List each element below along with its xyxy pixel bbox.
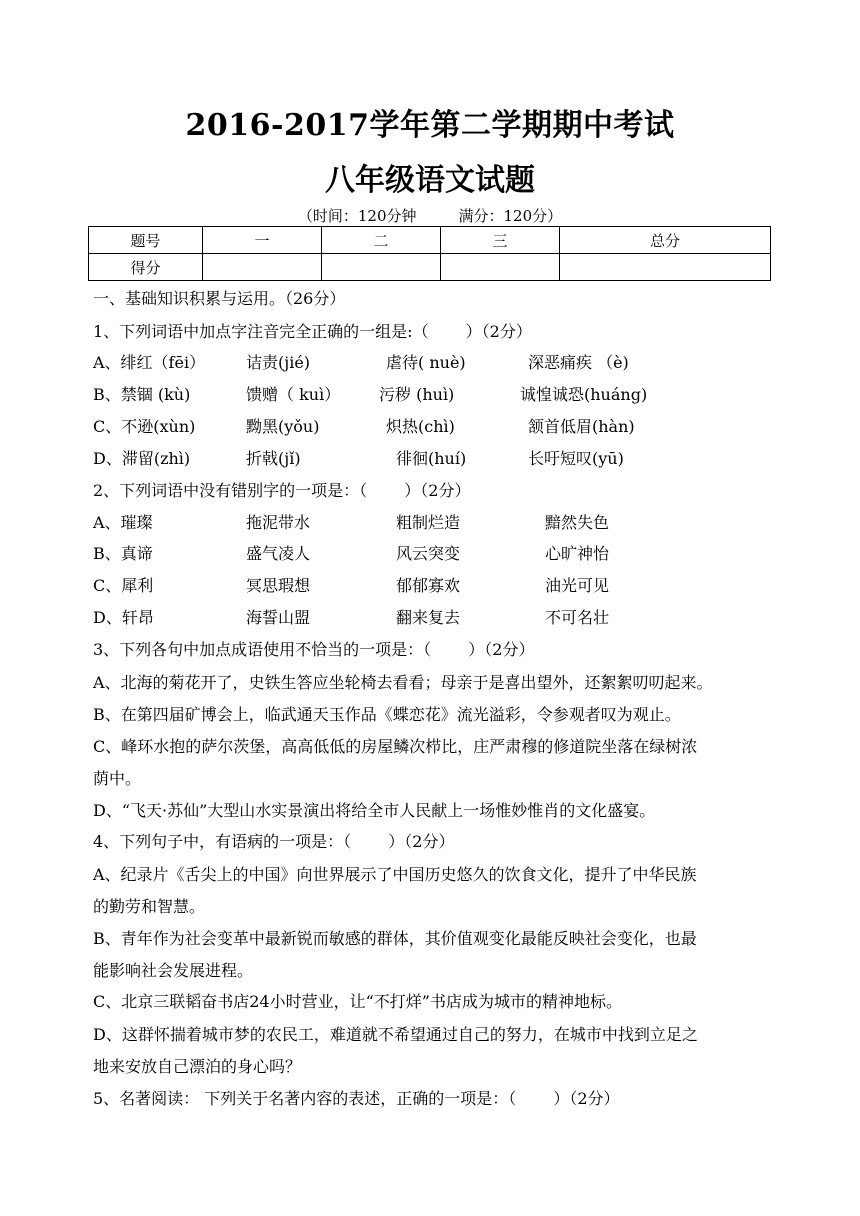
full-score: 满分：120分） <box>458 207 563 225</box>
option-row <box>93 542 783 566</box>
question-option: C、峰环水抱的萨尔茨堡，高高低低的房屋鳞次栉比，庄严肃穆的修道院坐落在绿树浓 <box>93 737 698 756</box>
exam-info <box>0 205 860 226</box>
option-item: 海誓山盟 <box>246 608 311 627</box>
score-cell <box>203 254 322 281</box>
option-item: 粗制烂造 <box>396 513 461 532</box>
score-table <box>88 226 771 281</box>
option-item: 拖泥带水 <box>246 513 311 532</box>
question-option: D、这群怀揣着城市梦的农民工，难道就不希望通过自己的努力，在城市中找到立足之 <box>93 1025 698 1044</box>
score-cell <box>322 254 441 281</box>
option-row <box>93 383 783 407</box>
score-cell: 一 <box>203 227 322 254</box>
option-row <box>93 606 783 630</box>
option-row <box>93 574 783 598</box>
score-cell <box>441 254 560 281</box>
option-item: 污秽 (huì) <box>379 385 455 404</box>
option-item: D、轩昂 <box>93 608 154 627</box>
option-item: 黯然失色 <box>545 513 610 532</box>
question-stem: 4、下列句子中，有语病的一项是：（ ）（2分） <box>93 832 455 851</box>
question-option-continued: 地来安放自己漂泊的身心吗？ <box>93 1057 302 1076</box>
exam-subtitle: 八年级语文试题 <box>325 163 535 198</box>
option-item: 诚惶诚恐(huáng) <box>520 385 648 404</box>
score-cell <box>560 254 771 281</box>
option-row <box>93 415 783 439</box>
option-item: 馈赠（ kuì） <box>246 385 341 404</box>
option-item: 冥思瑕想 <box>246 576 311 595</box>
option-item: 折戟(jǐ) <box>246 449 301 468</box>
score-cell: 得分 <box>89 254 203 281</box>
score-cell: 二 <box>322 227 441 254</box>
time-limit: （时间：120分钟 <box>297 207 417 225</box>
score-table-row <box>89 254 771 281</box>
option-item: 翻来复去 <box>396 608 461 627</box>
option-item: 颔首低眉(hàn) <box>528 417 635 436</box>
option-item: 不可名壮 <box>545 608 610 627</box>
option-item: C、不逊(xùn) <box>93 417 196 436</box>
option-item: C、犀利 <box>93 576 154 595</box>
question-option: B、青年作为社会变革中最新锐而敏感的群体，其价值观变化最能反映社会变化，也最 <box>93 929 697 948</box>
option-item: 盛气凌人 <box>246 544 311 563</box>
option-item: D、滞留(zhì) <box>93 449 191 468</box>
question-option-continued: 的勤劳和智慧。 <box>93 897 206 916</box>
option-item: B、禁锢 (kù) <box>93 385 191 404</box>
option-item: 诘责(jié) <box>246 353 311 372</box>
option-item: A、绯红（fēi） <box>93 353 206 372</box>
question-option: A、纪录片《舌尖上的中国》向世界展示了中国历史悠久的饮食文化，提升了中华民族 <box>93 865 697 884</box>
question-stem: 2、下列词语中没有错别字的一项是：（ ）（2分） <box>93 481 471 500</box>
score-cell: 总分 <box>560 227 771 254</box>
score-table-row <box>89 227 771 254</box>
question-stem: 3、下列各句中加点成语使用不恰当的一项是：（ ）（2分） <box>93 640 535 659</box>
option-item: B、真谛 <box>93 544 153 563</box>
option-item: A、璀璨 <box>93 513 153 532</box>
option-item: 油光可见 <box>545 576 610 595</box>
question-option: D、“飞天·苏仙”大型山水实景演出将给全市人民献上一场惟妙惟肖的文化盛宴。 <box>93 801 656 820</box>
option-row <box>93 511 783 535</box>
option-item: 深恶痛疾 （è) <box>528 353 629 372</box>
option-row <box>93 351 783 375</box>
question-option: C、北京三联韬奋书店24小时营业，让“不打烊”书店成为城市的精神地标。 <box>93 992 622 1011</box>
question-option: B、在第四届矿博会上，临武通天玉作品《蝶恋花》流光溢彩，令参观者叹为观止。 <box>93 705 681 724</box>
option-item: 徘徊(huí) <box>396 449 467 468</box>
exam-title: 2016-2017学年第二学期期中考试 <box>185 108 675 143</box>
option-item: 长吁短叹(yū) <box>528 449 624 468</box>
section-heading: 一、基础知识积累与运用。（26分） <box>93 289 346 308</box>
question-option-continued: 能影响社会发展进程。 <box>93 961 254 980</box>
option-item: 炽热(chì) <box>386 417 455 436</box>
question-stem: 1、下列词语中加点字注音完全正确的一组是:（ ）（2分） <box>93 322 532 341</box>
score-cell: 题号 <box>89 227 203 254</box>
option-item: 风云突变 <box>396 544 461 563</box>
question-stem: 5、名著阅读： 下列关于名著内容的表述，正确的一项是：（ ）（2分） <box>93 1089 620 1108</box>
option-item: 虐待( nuè) <box>386 353 466 372</box>
option-item: 黝黑(yǒu) <box>246 417 320 436</box>
option-item: 郁郁寡欢 <box>396 576 461 595</box>
score-cell: 三 <box>441 227 560 254</box>
question-option-continued: 荫中。 <box>93 769 142 788</box>
option-item: 心旷神怡 <box>545 544 610 563</box>
option-row <box>93 447 783 471</box>
question-option: A、北海的菊花开了，史铁生答应坐轮椅去看看；母亲于是喜出望外，还絮絮叨叨起来。 <box>93 673 713 692</box>
